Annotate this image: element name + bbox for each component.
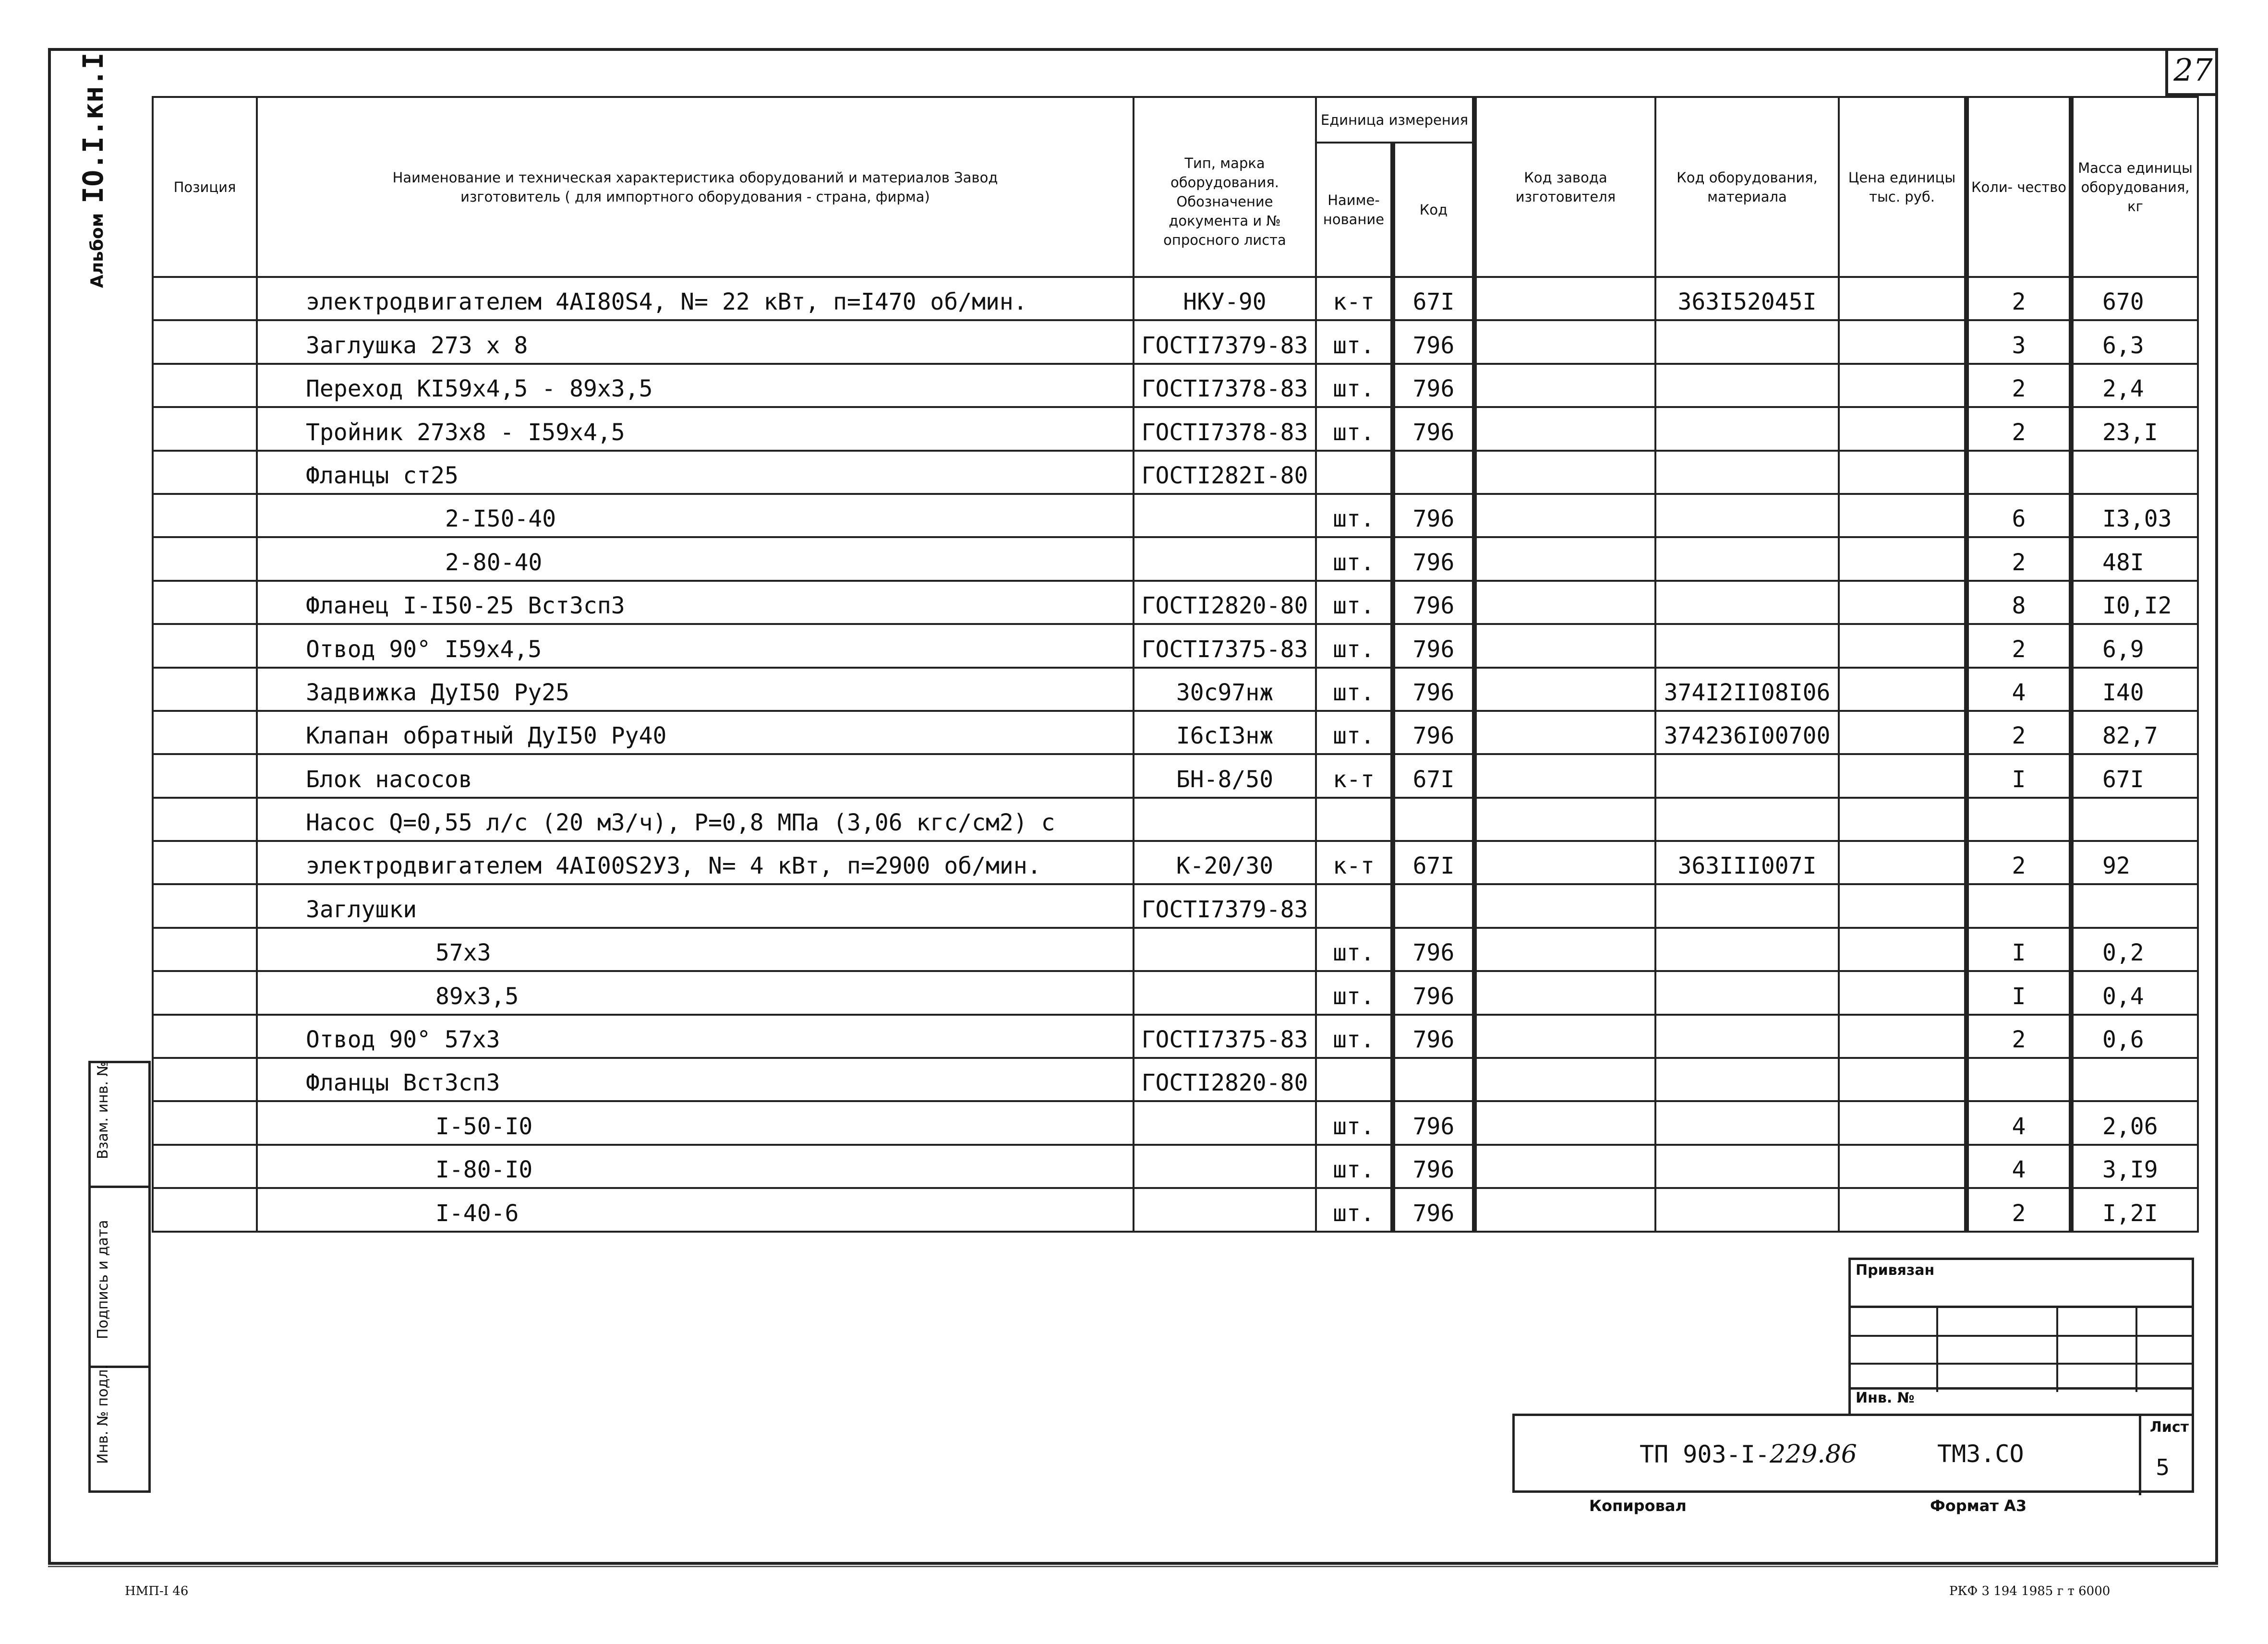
- cell-name: Задвижка ДуI50 Ру25: [257, 668, 1134, 711]
- cell-mass: 0,4: [2071, 971, 2198, 1014]
- cell-name: электродвигателем 4АI80S4, N= 22 кВт, п=I470 об/мин.: [257, 277, 1134, 320]
- cell-name: Фланец I-I50-25 ВстЗсп3: [257, 581, 1134, 624]
- table-row: [153, 1188, 2198, 1231]
- cell-kod-oborud: [1655, 537, 1839, 580]
- cell-kod: 67I: [1393, 754, 1474, 797]
- cell-kod-oborud: [1655, 1058, 1839, 1101]
- cell-tip: НКУ-90: [1134, 277, 1316, 320]
- cell-unit: шт.: [1316, 407, 1393, 450]
- cell-mass: [2071, 884, 2198, 927]
- cell-kod: 796: [1393, 1188, 1474, 1231]
- list-box: [2139, 1416, 2192, 1495]
- table-row: [153, 624, 2198, 667]
- table-row: [153, 798, 2198, 841]
- table-row: [153, 711, 2198, 754]
- cell-kod-zavoda: [1474, 711, 1655, 754]
- table-row: [153, 320, 2198, 363]
- cell-name: Клапан обратный ДуI50 Ру40: [257, 711, 1134, 754]
- cell-kod-oborud: [1655, 581, 1839, 624]
- cell-mass: 670: [2071, 277, 2198, 320]
- cell-name: Переход КI59х4,5 - 89х3,5: [257, 364, 1134, 407]
- cell-pozitsiya: [153, 364, 257, 407]
- cell-tsena: [1839, 277, 1966, 320]
- cell-unit: [1316, 1058, 1393, 1101]
- cell-pozitsiya: [153, 537, 257, 580]
- cell-name: 57х3: [257, 928, 1134, 971]
- cell-qty: 2: [1966, 624, 2071, 667]
- cell-kod-oborud: [1655, 1145, 1839, 1188]
- cell-tip: I6сI3нж: [1134, 711, 1316, 754]
- cell-kod: 796: [1393, 711, 1474, 754]
- cell-name: I-40-6: [257, 1188, 1134, 1231]
- cell-pozitsiya: [153, 841, 257, 884]
- cell-qty: 2: [1966, 407, 2071, 450]
- header-edinitsa: Единица измерения: [1316, 97, 1474, 143]
- cell-qty: [1966, 798, 2071, 841]
- cell-kod-oborud: 374236I00700: [1655, 711, 1839, 754]
- cell-kod-zavoda: [1474, 754, 1655, 797]
- cell-qty: I: [1966, 971, 2071, 1014]
- cell-pozitsiya: [153, 711, 257, 754]
- cell-unit: к-т: [1316, 841, 1393, 884]
- cell-tsena: [1839, 320, 1966, 363]
- cell-unit: к-т: [1316, 754, 1393, 797]
- cell-unit: шт.: [1316, 537, 1393, 580]
- cell-kod: 796: [1393, 668, 1474, 711]
- cell-tsena: [1839, 884, 1966, 927]
- stamp-podpis: [88, 1186, 151, 1368]
- cell-unit: к-т: [1316, 277, 1393, 320]
- cell-kod: 796: [1393, 537, 1474, 580]
- cell-mass: 82,7: [2071, 711, 2198, 754]
- cell-qty: 3: [1966, 320, 2071, 363]
- cell-pozitsiya: [153, 1188, 257, 1231]
- cell-name: Отвод 90° 57х3: [257, 1015, 1134, 1058]
- cell-tip: ГОСТI7375-83: [1134, 624, 1316, 667]
- cell-kod: [1393, 884, 1474, 927]
- cell-tip: БН-8/50: [1134, 754, 1316, 797]
- cell-pozitsiya: [153, 320, 257, 363]
- cell-name: Насос Q=0,55 л/с (20 м3/ч), Р=0,8 МПа (3,06 кгс/см2) с: [257, 798, 1134, 841]
- main-title-stamp: [1512, 1414, 2194, 1493]
- kopiroval-label: Копировал: [1589, 1497, 1687, 1515]
- cell-unit: шт.: [1316, 320, 1393, 363]
- table-row: [153, 277, 2198, 320]
- trim-line: [48, 1566, 2218, 1567]
- cell-unit: шт.: [1316, 1015, 1393, 1058]
- cell-kod-zavoda: [1474, 581, 1655, 624]
- cell-kod-oborud: [1655, 1188, 1839, 1231]
- cell-kod-oborud: [1655, 798, 1839, 841]
- privyazan-label: Привязан: [1851, 1260, 2192, 1308]
- cell-qty: I: [1966, 754, 2071, 797]
- cell-pozitsiya: [153, 624, 257, 667]
- cell-pozitsiya: [153, 581, 257, 624]
- cell-tsena: [1839, 494, 1966, 537]
- header-tip: Тип, марка оборудования. Обозначение документа и № опросного листа: [1134, 97, 1316, 277]
- stamp-zam-inv-label: Взам. инв. №: [95, 1061, 111, 1159]
- cell-pozitsiya: [153, 1145, 257, 1188]
- cell-kod-oborud: [1655, 451, 1839, 494]
- cell-qty: 8: [1966, 581, 2071, 624]
- cell-name: Блок насосов: [257, 754, 1134, 797]
- cell-tsena: [1839, 364, 1966, 407]
- album-label: [77, 52, 109, 288]
- cell-unit: шт.: [1316, 581, 1393, 624]
- cell-name: электродвигателем 4АI00S2У3, N= 4 кВт, п=2900 об/мин.: [257, 841, 1134, 884]
- cell-tsena: [1839, 407, 1966, 450]
- cell-kod: [1393, 798, 1474, 841]
- table-row: [153, 1101, 2198, 1144]
- cell-tip: [1134, 1188, 1316, 1231]
- cell-name: Фланцы ст25: [257, 451, 1134, 494]
- table-row: [153, 494, 2198, 537]
- cell-tsena: [1839, 1188, 1966, 1231]
- cell-tip: [1134, 928, 1316, 971]
- cell-tip: 30с97нж: [1134, 668, 1316, 711]
- cell-kod-zavoda: [1474, 1015, 1655, 1058]
- cell-tip: ГОСТI2820-80: [1134, 581, 1316, 624]
- album-value: IO.I.кн.I: [77, 52, 109, 204]
- footer-left: НМП-I 46: [125, 1584, 189, 1598]
- cell-kod-oborud: [1655, 884, 1839, 927]
- cell-tip: [1134, 537, 1316, 580]
- cell-kod-zavoda: [1474, 537, 1655, 580]
- cell-kod-oborud: [1655, 1015, 1839, 1058]
- cell-kod-oborud: [1655, 320, 1839, 363]
- table-row: [153, 581, 2198, 624]
- privyazan-inv-no: Инв. №: [1851, 1387, 2192, 1414]
- header-kod-oborud: Код оборудования, материала: [1655, 97, 1839, 277]
- table-row: [153, 884, 2198, 927]
- cell-kod: 796: [1393, 581, 1474, 624]
- cell-qty: 2: [1966, 1188, 2071, 1231]
- header-kolvo: Коли- чество: [1966, 97, 2071, 277]
- privyazan-block: [1848, 1258, 2194, 1416]
- cell-kod: 796: [1393, 928, 1474, 971]
- doc-code-handwritten: 229.86: [1769, 1440, 1857, 1469]
- cell-kod-oborud: [1655, 364, 1839, 407]
- stamp-inv-podl-label: Инв. № подл.: [95, 1365, 111, 1464]
- cell-kod: 796: [1393, 971, 1474, 1014]
- header-kod: Код: [1393, 143, 1474, 277]
- cell-mass: I0,I2: [2071, 581, 2198, 624]
- cell-tip: ГОСТI2820-80: [1134, 1058, 1316, 1101]
- cell-kod-zavoda: [1474, 841, 1655, 884]
- cell-kod: 796: [1393, 494, 1474, 537]
- cell-kod-zavoda: [1474, 668, 1655, 711]
- privyazan-grid: [1851, 1308, 2192, 1392]
- cell-tip: ГОСТI7375-83: [1134, 1015, 1316, 1058]
- cell-tsena: [1839, 928, 1966, 971]
- cell-name: Заглушка 273 х 8: [257, 320, 1134, 363]
- cell-unit: шт.: [1316, 624, 1393, 667]
- header-massa: Масса единицы оборудования, кг: [2071, 97, 2198, 277]
- cell-tip: ГОСТI7379-83: [1134, 320, 1316, 363]
- cell-name: Фланцы ВстЗсп3: [257, 1058, 1134, 1101]
- cell-kod-zavoda: [1474, 928, 1655, 971]
- cell-mass: 0,2: [2071, 928, 2198, 971]
- table-row: [153, 364, 2198, 407]
- cell-qty: [1966, 884, 2071, 927]
- cell-unit: шт.: [1316, 364, 1393, 407]
- cell-tsena: [1839, 668, 1966, 711]
- cell-mass: 6,3: [2071, 320, 2198, 363]
- cell-mass: I3,03: [2071, 494, 2198, 537]
- header-naim-ed: Наиме- нование: [1316, 143, 1393, 277]
- cell-tsena: [1839, 971, 1966, 1014]
- cell-kod-oborud: [1655, 407, 1839, 450]
- cell-pozitsiya: [153, 798, 257, 841]
- table-row: [153, 451, 2198, 494]
- cell-kod-oborud: [1655, 624, 1839, 667]
- header-naimenovanie: Наименование и техническая характеристика оборудований и материалов Завод изготовитель ( для импортного оборудования - страна, фирма): [257, 97, 1134, 277]
- cell-pozitsiya: [153, 494, 257, 537]
- header-tsena: Цена единицы тыс. руб.: [1839, 97, 1966, 277]
- cell-mass: 92: [2071, 841, 2198, 884]
- cell-mass: 23,I: [2071, 407, 2198, 450]
- doc-mark: ТМЗ.СО: [1937, 1440, 2024, 1468]
- cell-unit: шт.: [1316, 1188, 1393, 1231]
- cell-qty: 2: [1966, 277, 2071, 320]
- cell-kod-zavoda: [1474, 320, 1655, 363]
- cell-qty: [1966, 1058, 2071, 1101]
- cell-kod-zavoda: [1474, 798, 1655, 841]
- cell-pozitsiya: [153, 1015, 257, 1058]
- cell-tsena: [1839, 1058, 1966, 1101]
- cell-qty: [1966, 451, 2071, 494]
- cell-tsena: [1839, 1015, 1966, 1058]
- specification-table: [152, 96, 2199, 1233]
- cell-mass: 0,6: [2071, 1015, 2198, 1058]
- cell-kod-zavoda: [1474, 451, 1655, 494]
- cell-qty: 2: [1966, 841, 2071, 884]
- cell-pozitsiya: [153, 884, 257, 927]
- table-row: [153, 668, 2198, 711]
- table-row: [153, 1058, 2198, 1101]
- cell-mass: 2,4: [2071, 364, 2198, 407]
- cell-kod: 796: [1393, 1145, 1474, 1188]
- cell-tsena: [1839, 537, 1966, 580]
- cell-kod: [1393, 1058, 1474, 1101]
- cell-name: 89х3,5: [257, 971, 1134, 1014]
- cell-name: Отвод 90° I59х4,5: [257, 624, 1134, 667]
- cell-unit: шт.: [1316, 971, 1393, 1014]
- cell-mass: [2071, 1058, 2198, 1101]
- cell-kod-oborud: [1655, 971, 1839, 1014]
- cell-kod-zavoda: [1474, 277, 1655, 320]
- table-row: [153, 841, 2198, 884]
- cell-tsena: [1839, 798, 1966, 841]
- cell-kod-oborud: 363III007I: [1655, 841, 1839, 884]
- cell-kod-oborud: 363I52045I: [1655, 277, 1839, 320]
- cell-tsena: [1839, 711, 1966, 754]
- cell-kod-zavoda: [1474, 1058, 1655, 1101]
- cell-pozitsiya: [153, 407, 257, 450]
- table-body: [153, 277, 2198, 1232]
- cell-tsena: [1839, 754, 1966, 797]
- cell-kod: 796: [1393, 320, 1474, 363]
- cell-kod-zavoda: [1474, 884, 1655, 927]
- cell-mass: 48I: [2071, 537, 2198, 580]
- cell-tip: ГОСТI7379-83: [1134, 884, 1316, 927]
- cell-tip: К-20/30: [1134, 841, 1316, 884]
- cell-tip: ГОСТI7378-83: [1134, 364, 1316, 407]
- album-label-text: Альбом: [87, 213, 107, 288]
- cell-tsena: [1839, 1145, 1966, 1188]
- cell-name: I-80-I0: [257, 1145, 1134, 1188]
- table-row: [153, 754, 2198, 797]
- cell-kod: 67I: [1393, 841, 1474, 884]
- stamp-inv-podl: [88, 1366, 151, 1493]
- cell-tip: [1134, 1101, 1316, 1144]
- cell-tip: [1134, 971, 1316, 1014]
- cell-tsena: [1839, 451, 1966, 494]
- cell-kod-oborud: [1655, 754, 1839, 797]
- page-number: 27: [2165, 48, 2218, 96]
- cell-kod-oborud: [1655, 1101, 1839, 1144]
- format-label: Формат А3: [1930, 1497, 2027, 1515]
- cell-kod-zavoda: [1474, 971, 1655, 1014]
- cell-kod-zavoda: [1474, 364, 1655, 407]
- cell-name: 2-I50-40: [257, 494, 1134, 537]
- list-label: Лист: [2149, 1419, 2189, 1436]
- cell-kod-zavoda: [1474, 1145, 1655, 1188]
- cell-name: Тройник 273х8 - I59х4,5: [257, 407, 1134, 450]
- cell-pozitsiya: [153, 928, 257, 971]
- cell-pozitsiya: [153, 277, 257, 320]
- cell-kod: 796: [1393, 1101, 1474, 1144]
- cell-name: 2-80-40: [257, 537, 1134, 580]
- table-row: [153, 407, 2198, 450]
- cell-kod-oborud: 374I2II08I06: [1655, 668, 1839, 711]
- cell-pozitsiya: [153, 971, 257, 1014]
- stamp-podpis-label: Подпись и дата: [95, 1220, 111, 1339]
- cell-tip: [1134, 494, 1316, 537]
- cell-unit: шт.: [1316, 1101, 1393, 1144]
- cell-qty: 4: [1966, 1145, 2071, 1188]
- cell-name: Заглушки: [257, 884, 1134, 927]
- cell-mass: I40: [2071, 668, 2198, 711]
- cell-qty: 6: [1966, 494, 2071, 537]
- cell-kod: 796: [1393, 407, 1474, 450]
- cell-tip: ГОСТI282I-80: [1134, 451, 1316, 494]
- cell-kod-zavoda: [1474, 1101, 1655, 1144]
- cell-tip: ГОСТI7378-83: [1134, 407, 1316, 450]
- cell-kod-zavoda: [1474, 1188, 1655, 1231]
- cell-pozitsiya: [153, 1101, 257, 1144]
- cell-mass: 2,06: [2071, 1101, 2198, 1144]
- cell-mass: 6,9: [2071, 624, 2198, 667]
- doc-code: [1640, 1440, 1857, 1469]
- cell-name: I-50-I0: [257, 1101, 1134, 1144]
- cell-kod-zavoda: [1474, 494, 1655, 537]
- cell-kod: 796: [1393, 364, 1474, 407]
- cell-kod: 796: [1393, 1015, 1474, 1058]
- cell-kod-zavoda: [1474, 624, 1655, 667]
- cell-pozitsiya: [153, 668, 257, 711]
- cell-unit: шт.: [1316, 711, 1393, 754]
- cell-tip: [1134, 1145, 1316, 1188]
- cell-unit: шт.: [1316, 1145, 1393, 1188]
- cell-pozitsiya: [153, 754, 257, 797]
- cell-kod-oborud: [1655, 928, 1839, 971]
- cell-kod: [1393, 451, 1474, 494]
- cell-unit: [1316, 451, 1393, 494]
- cell-kod: 796: [1393, 624, 1474, 667]
- cell-qty: 4: [1966, 1101, 2071, 1144]
- privyazan-grid-lines: [1851, 1308, 2192, 1392]
- cell-mass: [2071, 798, 2198, 841]
- header-kod-zavoda: Код завода изготовителя: [1474, 97, 1655, 277]
- table-row: [153, 928, 2198, 971]
- cell-mass: 3,I9: [2071, 1145, 2198, 1188]
- table-row: [153, 1015, 2198, 1058]
- cell-kod: 67I: [1393, 277, 1474, 320]
- cell-qty: 2: [1966, 711, 2071, 754]
- cell-kod-zavoda: [1474, 407, 1655, 450]
- cell-unit: шт.: [1316, 668, 1393, 711]
- cell-mass: 67I: [2071, 754, 2198, 797]
- cell-tsena: [1839, 1101, 1966, 1144]
- cell-mass: I,2I: [2071, 1188, 2198, 1231]
- doc-code-printed: ТП 903-I-: [1640, 1440, 1770, 1468]
- table-row: [153, 1145, 2198, 1188]
- cell-unit: шт.: [1316, 494, 1393, 537]
- cell-tsena: [1839, 841, 1966, 884]
- cell-unit: шт.: [1316, 928, 1393, 971]
- cell-tip: [1134, 798, 1316, 841]
- cell-qty: I: [1966, 928, 2071, 971]
- stamp-zam-inv: [88, 1061, 151, 1188]
- cell-qty: 2: [1966, 364, 2071, 407]
- cell-qty: 2: [1966, 1015, 2071, 1058]
- cell-unit: [1316, 884, 1393, 927]
- table-row: [153, 971, 2198, 1014]
- cell-pozitsiya: [153, 451, 257, 494]
- list-number: 5: [2156, 1454, 2170, 1480]
- cell-pozitsiya: [153, 1058, 257, 1101]
- table-row: [153, 537, 2198, 580]
- cell-tsena: [1839, 624, 1966, 667]
- footer-right: РКФ 3 194 1985 г т 6000: [1949, 1584, 2111, 1598]
- cell-unit: [1316, 798, 1393, 841]
- cell-kod-oborud: [1655, 494, 1839, 537]
- cell-qty: 2: [1966, 537, 2071, 580]
- header-pozitsiya: Позиция: [153, 97, 257, 277]
- cell-tsena: [1839, 581, 1966, 624]
- cell-qty: 4: [1966, 668, 2071, 711]
- cell-mass: [2071, 451, 2198, 494]
